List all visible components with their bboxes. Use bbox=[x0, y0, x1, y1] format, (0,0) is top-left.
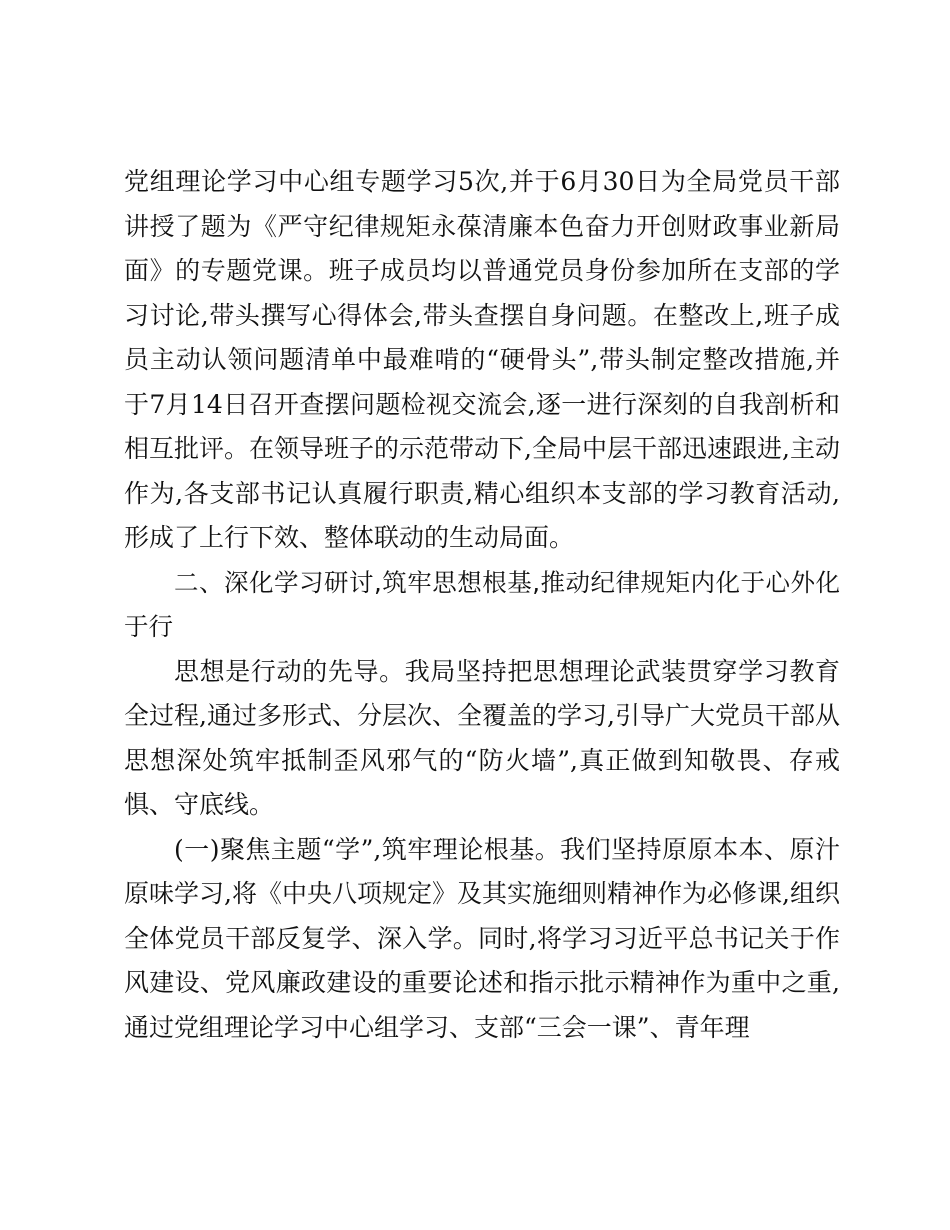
section-heading-deepen-study: 二、深化学习研讨,筑牢思想根基,推动纪律规矩内化于心外化于行 bbox=[124, 567, 840, 641]
paragraph-thought-guides-action: 思想是行动的先导。我局坚持把思想理论武装贯穿学习教育全过程,通过多形式、分层次、全覆盖的学习,引导广大党员干部从思想深处筑牢抵制歪风邪气的“防火墙”,真正做到知敬畏、存戒惧、守底线。 bbox=[124, 656, 840, 819]
document-body bbox=[124, 160, 840, 1050]
paragraph-party-group-study: 党组理论学习中心组专题学习5次,并于6月30日为全局党员干部讲授了题为《严守纪律规矩永葆清廉本色奋力开创财政事业新局面》的专题党课。班子成员均以普通党员身份参加所在支部的学习讨论,带头撰写心得体会,带头查摆自身问题。在整改上,班子成员主动认领问题清单中最难啃的“硬骨头”,带头制定整改措施,并于7月14日召开查摆问题检视交流会,逐一进行深刻的自我剖析和相互批评。在领导班子的示范带动下,全局中层干部迅速跟进,主动作为,各支部书记认真履行职责,精心组织本支部的学习教育活动,形成了上行下效、整体联动的生动局面。 bbox=[124, 167, 840, 552]
paragraph-focus-on-study: (一)聚焦主题“学”,筑牢理论根基。我们坚持原原本本、原汁原味学习,将《中央八项规定》及其实施细则精神作为必修课,组织全体党员干部反复学、深入学。同时,将学习习近平总书记关于作风建设、党风廉政建设的重要论述和指示批示精神作为重中之重,通过党组理论学习中心组学习、支部“三会一课”、青年理 bbox=[124, 834, 840, 1042]
